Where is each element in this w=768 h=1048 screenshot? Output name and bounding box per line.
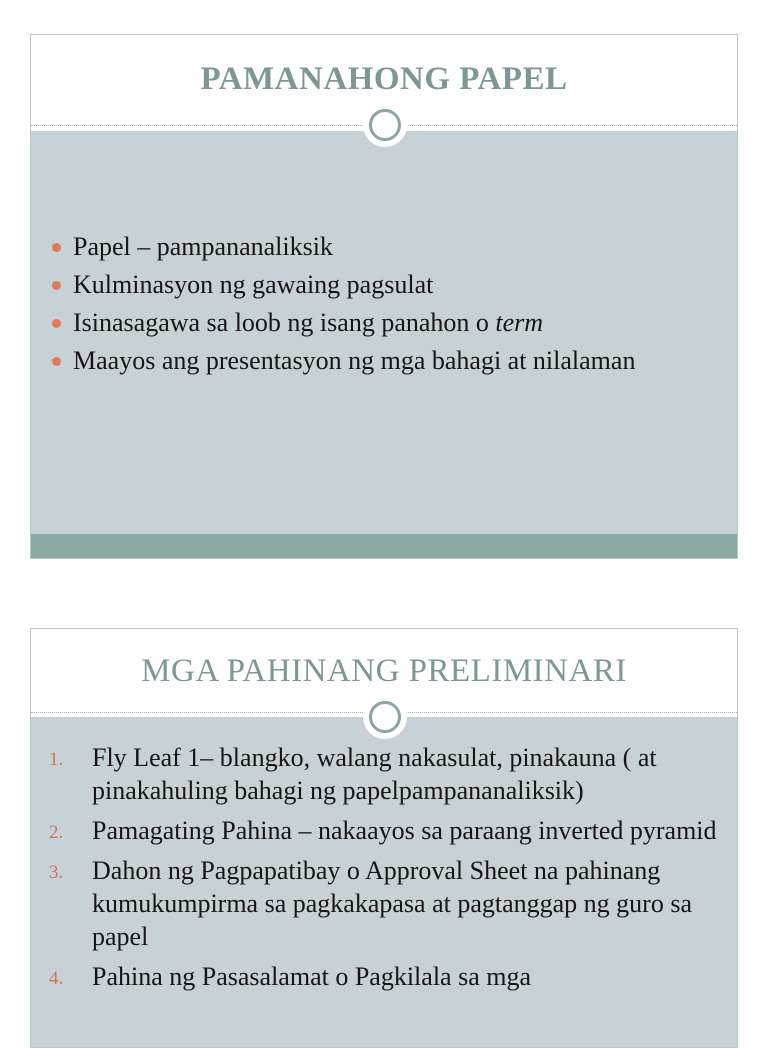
bullet-dot-icon [52,319,61,328]
list-item [49,814,719,847]
circle-ornament-icon [363,695,407,739]
bullet-dot-icon [52,243,61,252]
bullet-item: Maayos ang presentasyon ng mga bahagi at nilalaman [49,345,707,377]
item-text: Fly Leaf 1– blangko, walang nakasulat, pinakauna ( at pinakahuling bahagi ng papelpampananaliksik) [92,743,657,805]
footer-band [31,534,737,558]
bullet-item: Kulminasyon ng gawaing pagsulat [49,269,707,301]
slide-mga-pahinang-preliminari [30,628,738,1048]
list-item [49,854,719,953]
numbered-list [49,741,719,1000]
italic-term: term [495,308,544,337]
item-number: 2. [49,822,64,843]
item-number: 1. [49,749,64,770]
list-item [49,960,719,993]
item-number: 3. [49,862,64,883]
list-item [49,741,719,807]
item-number: 4. [49,968,64,989]
circle-ornament-icon [363,103,407,147]
bullet-dot-icon [52,357,61,366]
bullet-item: Papel – pampananaliksik [49,231,707,263]
slide-pamanahong-papel [30,34,738,559]
slide-title: PAMANAHONG PAPEL [200,61,568,97]
slide-title: MGA PAHINANG PRELIMINARI [141,653,627,689]
item-text: Pamagating Pahina – nakaayos sa paraang inverted pyramid [92,816,717,845]
bullet-dot-icon [52,281,61,290]
bullet-item: Isinasagawa sa loob ng isang panahon o term [49,307,707,339]
item-text: Pahina ng Pasasalamat o Pagkilala sa mga [92,962,532,991]
item-text: Dahon ng Pagpapatibay o Approval Sheet na pahinang kumukumpirma sa pagkakapasa at pagtanggap ng guro sa papel [92,856,692,951]
bullet-list [49,231,707,383]
